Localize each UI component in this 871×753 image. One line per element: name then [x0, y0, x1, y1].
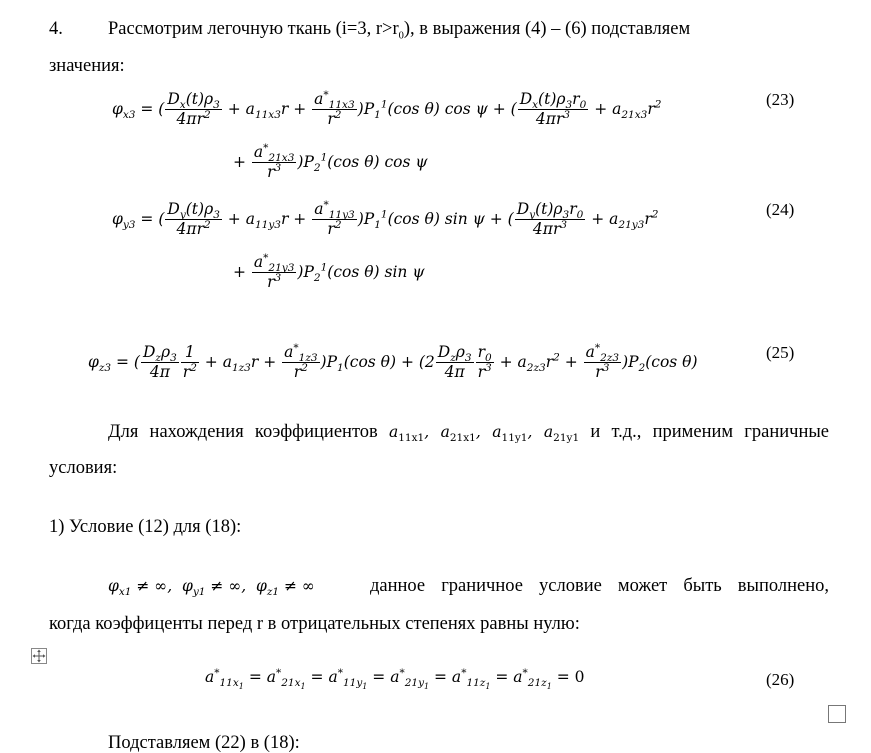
- coefficients-paragraph-line2: условия:: [49, 458, 118, 478]
- equation-number-24: (24): [766, 200, 795, 219]
- para4-line1-sub: 0: [398, 30, 404, 42]
- para4-line2: значения:: [49, 56, 125, 76]
- boundary-condition-line2: когда коэффиценты перед r в отрицательных степенях равны нулю:: [49, 614, 580, 634]
- equation-23-line2: + $\frac{a^*_{21x3}}{r^3}$ )$P_2^1(\cos$ θ) cos ψ: [233, 141, 428, 182]
- coefficient-list: $a_{11x1}$, $a_{21x1}$, $a_{11y1}$, $a_{21y1}$: [388, 423, 580, 445]
- equation-26: $a^*_{11x_1} = a^*_{21x_1} = a^*_{11y_1} = a^*_{21y_1} = a^*_{11z_1} = a^*_{21z_1} = 0$: [205, 666, 585, 692]
- coefficients-text-middle: и т.д., применим граничные: [590, 422, 829, 442]
- coefficients-text-start: Для нахождения коэффициентов: [108, 422, 378, 442]
- table-resize-handle-icon[interactable]: [828, 705, 846, 723]
- equation-24-line1: $\varphi_{y3}$ = ( $\frac{D_y(t)\rho_3}{4\pi r^2}$ + $a_{11y3}r$ + $\frac{a^*_{11y3}}{r^2}$ )$P_1^1(\cos$ θ) sin ψ + ( $\frac{D_y(t)\rho_3r_0}{4\pi r^3}$ + $a_{21y3}r^2$: [112, 198, 659, 239]
- substitution-line: Подставляем (22) в (18):: [108, 733, 300, 753]
- equation-number-25: (25): [766, 343, 795, 362]
- condition-1-heading: 1) Условие (12) для (18):: [49, 517, 242, 537]
- para4-line1: [108, 19, 691, 42]
- coefficients-paragraph-line1: [49, 422, 829, 445]
- equation-number-26: (26): [766, 670, 795, 689]
- para4-line1-text: Рассмотрим легочную ткань (i=3, r>r: [108, 19, 399, 39]
- equation-25: $\varphi_{z3}$ = ( $\frac{D_z\rho_3}{4\pi}$ $\frac{1}{r^2}$ + $a_{1z3}r$ + $\frac{a^*_{1z3}}{r^2}$ )$P_1(\cos$ θ) + (2 $\frac{D_z\rho_3}{4\pi}$ $\frac{r_0}{r^3}$ + $a_{2z3}r^2$ + $\frac{a^*_{2z3}}{r^3}$ )$P_2(\cos$ θ): [88, 341, 698, 382]
- list-number: 4.: [49, 19, 63, 39]
- boundary-condition-line1: [370, 577, 829, 596]
- para4-line1-end: ), в выражения (4) – (6) подставляем: [403, 19, 691, 39]
- boundary-condition-formula: $\varphi_{x1}$ ≠ ∞, $\varphi_{y1}$ ≠ ∞, $\varphi_{z1}$ ≠ ∞: [108, 577, 315, 599]
- equation-23-line1: $\varphi_{x3}$ = ( $\frac{D_x(t)\rho_3}{4\pi r^2}$ + $a_{11x3}r$ + $\frac{a^*_{11x3}}{r^2}$ )$P_1^1(\cos$ θ) cos ψ + ( $\frac{D_x(t)\rho_3r_0}{4\pi r^3}$ + $a_{21x3}r^2$: [112, 88, 662, 129]
- equation-number-23: (23): [766, 90, 795, 109]
- table-move-handle-icon[interactable]: [31, 648, 47, 664]
- boundary-condition-text: данное граничное условие может быть выполнено,: [370, 576, 829, 596]
- equation-24-line2: + $\frac{a^*_{21y3}}{r^3}$ )$P_2^1(\cos$ θ) sin ψ: [233, 251, 425, 292]
